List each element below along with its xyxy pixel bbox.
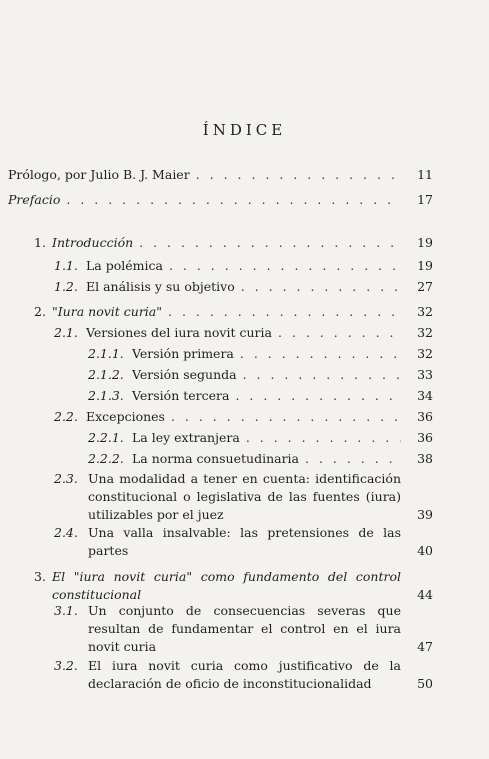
toc-entry-2-1-3 [88, 387, 433, 405]
entry-page: 50 [417, 676, 433, 691]
entry-number: 1.1. [54, 258, 78, 273]
toc-entry-2-3 [54, 470, 433, 524]
entry-label: La norma consuetudinaria [132, 451, 299, 466]
entry-number: 3.1. [54, 603, 78, 618]
entry-page: 11 [417, 167, 433, 182]
entry-number: 3.2. [54, 658, 78, 673]
entry-number: 2.1.2. [88, 367, 124, 382]
entry-label: Versión tercera [132, 388, 230, 403]
entry-page: 32 [417, 325, 433, 340]
entry-label: Versión segunda [132, 367, 237, 382]
toc-entry-prefacio [8, 191, 433, 209]
toc-entry-2-2 [54, 408, 433, 426]
entry-number: 2. [34, 304, 46, 319]
entry-label: El análisis y su objetivo [86, 279, 235, 294]
entry-page: 39 [417, 507, 433, 522]
entry-label: Prefacio [8, 192, 61, 207]
entry-number: 2.2. [54, 409, 78, 424]
toc-entry-2-2-1 [88, 429, 433, 447]
toc-entry-1-1 [54, 257, 433, 275]
toc-entry-2-1-1 [88, 345, 433, 363]
entry-number: 2.2.2. [88, 451, 124, 466]
toc-entry-1-2 [54, 278, 433, 296]
entry-label: El iura novit curia como justificativo de la declaración de oficio de inconstitucionalidad [88, 658, 401, 691]
entry-label: El "iura novit curia" como fundamento del control constitucional [52, 569, 401, 602]
entry-page: 32 [417, 346, 433, 361]
toc-entry-2-1 [54, 324, 433, 342]
entry-label: Introducción [52, 235, 134, 250]
entry-number: 2.1.3. [88, 388, 124, 403]
entry-page: 19 [417, 258, 433, 273]
toc-entry-1 [34, 234, 433, 252]
entry-number: 2.1.1. [88, 346, 124, 361]
entry-number: 3. [34, 569, 46, 584]
entry-label: "Iura novit curia" [52, 304, 162, 319]
entry-page: 32 [417, 304, 433, 319]
toc-entry-3 [34, 568, 433, 604]
entry-label: Versiones del iura novit curia [86, 325, 272, 340]
toc-entry-2-1-2 [88, 366, 433, 384]
entry-label: Excepciones [86, 409, 165, 424]
entry-number: 2.3. [54, 471, 78, 486]
toc-entry-2-4 [54, 524, 433, 560]
entry-page: 44 [417, 587, 433, 602]
entry-number: 2.4. [54, 525, 78, 540]
entry-label: Un conjunto de consecuencias severas que resultan de fundamentar el control en el iura novit curia [88, 603, 401, 654]
entry-page: 40 [417, 543, 433, 558]
entry-number: 1. [34, 235, 46, 250]
toc-entry-2 [34, 303, 433, 321]
entry-page: 38 [417, 451, 433, 466]
toc-entry-2-2-2 [88, 450, 433, 468]
entry-label: Una valla insalvable: las pretensiones de las partes [88, 525, 401, 558]
entry-label: La ley extranjera [132, 430, 240, 445]
entry-label: Prólogo, por Julio B. J. Maier [8, 167, 190, 182]
entry-page: 36 [417, 430, 433, 445]
entry-page: 27 [417, 279, 433, 294]
entry-label: Versión primera [132, 346, 234, 361]
entry-label: La polémica [86, 258, 163, 273]
entry-page: 19 [417, 235, 433, 250]
entry-label: Una modalidad a tener en cuenta: identificación constitucional o legislativa de las fuentes (iura) utilizables por el juez [88, 471, 401, 522]
entry-page: 33 [417, 367, 433, 382]
entry-page: 34 [417, 388, 433, 403]
entry-page: 47 [417, 639, 433, 654]
toc-entry-3-2 [54, 657, 433, 693]
entry-number: 2.1. [54, 325, 78, 340]
entry-number: 1.2. [54, 279, 78, 294]
entry-page: 17 [417, 192, 433, 207]
toc-entry-3-1 [54, 602, 433, 656]
entry-page: 36 [417, 409, 433, 424]
toc-entry-prologo [8, 166, 433, 184]
page-title: ÍNDICE [202, 121, 287, 139]
entry-number: 2.2.1. [88, 430, 124, 445]
